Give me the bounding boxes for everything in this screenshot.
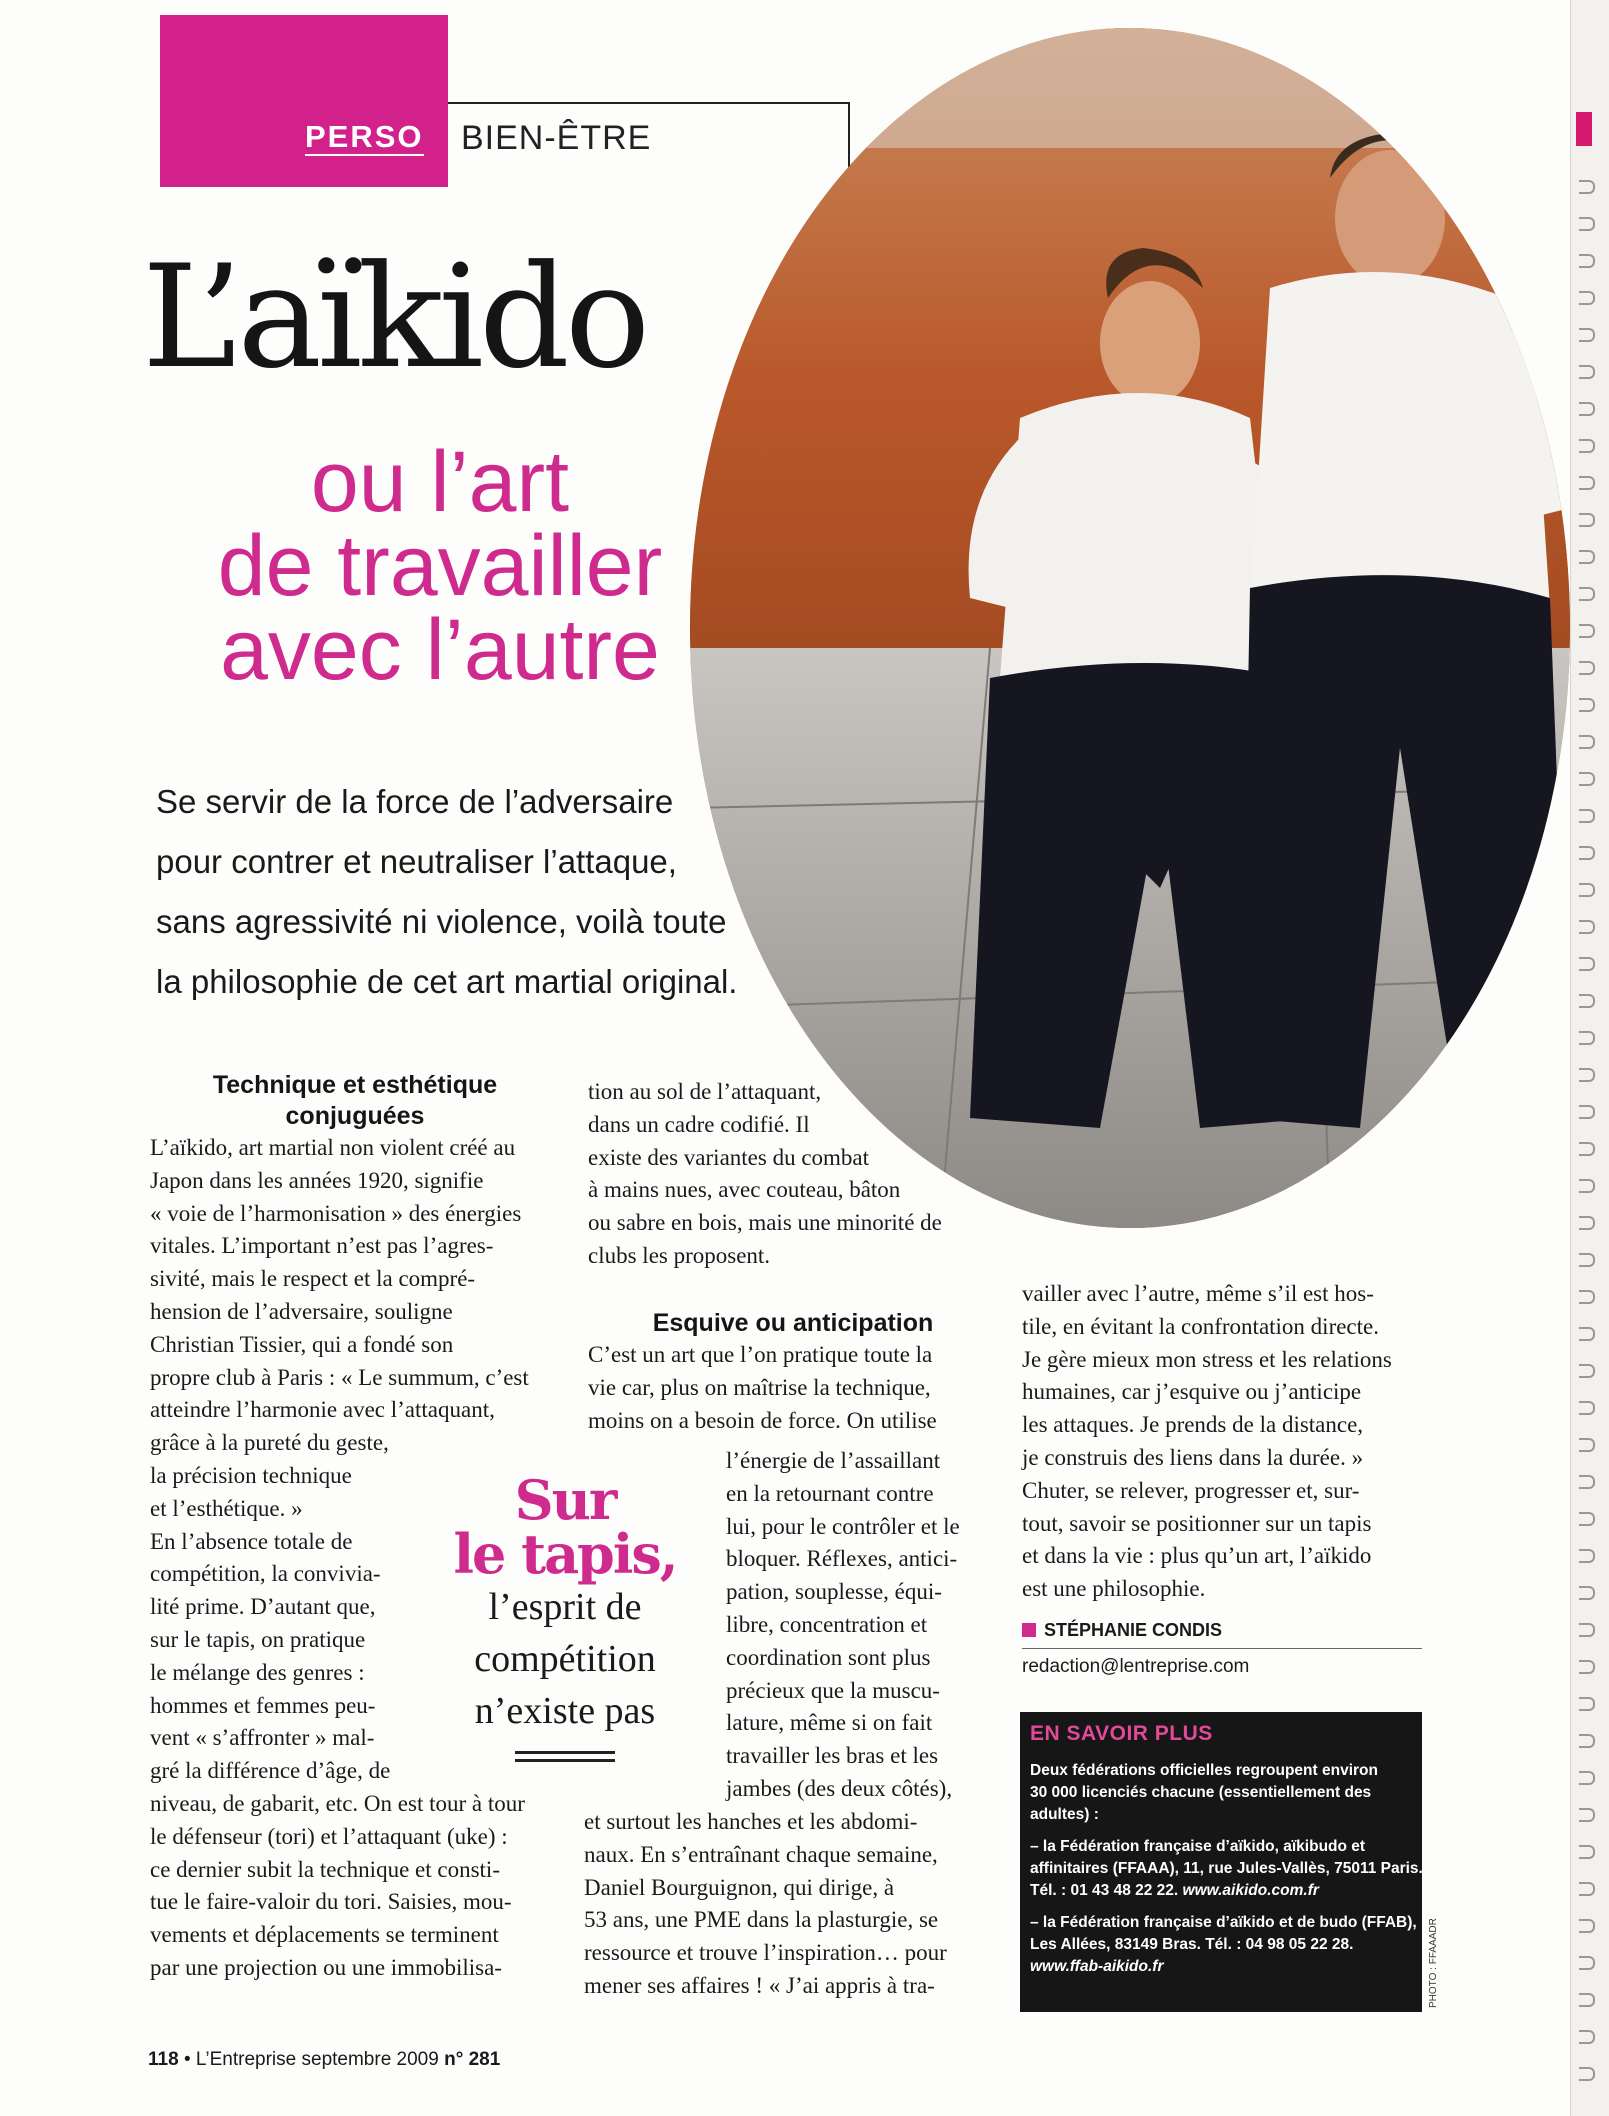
body-line: propre club à Paris : « Le summum, c’est — [150, 1364, 529, 1390]
info-box-title: EN SAVOIR PLUS — [1030, 1722, 1213, 1745]
binding-tick — [1579, 1179, 1595, 1193]
binding-tick — [1579, 883, 1595, 897]
binding-tick — [1579, 1660, 1595, 1674]
binding-tick — [1579, 180, 1595, 194]
body-column-2-bottom — [584, 1806, 1004, 2003]
binding-tick — [1579, 957, 1595, 971]
binding-tick — [1579, 1216, 1595, 1230]
issue-label: n° — [444, 2049, 464, 2070]
body-line: l’énergie de l’assaillant — [726, 1448, 941, 1473]
binding-tick — [1579, 624, 1595, 638]
binding-tick — [1579, 1623, 1595, 1637]
binding-tick — [1579, 365, 1595, 379]
binding-tick — [1579, 254, 1595, 268]
body-line: bloquer. Réflexes, antici- — [726, 1546, 958, 1572]
article-lead — [156, 772, 856, 1012]
section-subhead: Esquive ou anticipation — [652, 1309, 934, 1337]
body-column-3 — [1022, 1278, 1432, 1606]
body-line: Chuter, se relever, progresser et, sur- — [1022, 1477, 1360, 1503]
body-line: ou sabre en bois, mais une minorité de — [588, 1210, 942, 1236]
lead-line: Se servir de la force de l’adversaire — [156, 783, 674, 820]
pull-quote-line: l’esprit de — [488, 1586, 642, 1628]
body-line: travailler les bras et les — [726, 1743, 939, 1769]
body-line: jambes (des deux côtés), — [726, 1775, 953, 1801]
binding-tick — [1579, 698, 1595, 712]
body-line: humaines, car j’esquive ou j’anticipe — [1022, 1379, 1362, 1405]
body-line: niveau, de gabarit, etc. On est tour à tour — [150, 1790, 525, 1816]
body-line: coordination sont plus — [726, 1644, 931, 1670]
body-line: tion au sol de l’attaquant, — [588, 1079, 822, 1104]
header-rule — [448, 102, 848, 104]
body-line: sur le tapis, on pratique — [150, 1626, 366, 1652]
article-subtitle — [150, 434, 730, 698]
body-line: vie car, plus on maîtrise la technique, — [588, 1374, 931, 1400]
body-line: vailler avec l’autre, même s’il est hos- — [1022, 1281, 1374, 1306]
body-line: compétition, la convivia- — [150, 1561, 381, 1587]
info-box-line: Les Allées, 83149 Bras. Tél. : 04 98 05 22 28. — [1030, 1936, 1354, 1953]
body-line: le défenseur (tori) et l’attaquant (uke) : — [150, 1823, 508, 1849]
binding-tick — [1579, 1845, 1595, 1859]
info-box-body — [1030, 1760, 1423, 1978]
binding-tick — [1579, 994, 1595, 1008]
binding-tick — [1579, 587, 1595, 601]
body-line: lité prime. D’autant que, — [150, 1594, 376, 1620]
issue-date: septembre 2009 — [301, 2049, 439, 2070]
info-box-line: Deux fédérations officielles regroupent environ — [1030, 1762, 1378, 1779]
binding-tick — [1579, 328, 1595, 342]
body-line: et dans la vie : plus qu’un art, l’aïkido — [1022, 1543, 1372, 1569]
binding-tick — [1579, 1068, 1595, 1082]
body-line: tout, savoir se positionner sur un tapis — [1022, 1510, 1372, 1536]
binding-tick — [1579, 402, 1595, 416]
section-subhead — [150, 1070, 560, 1132]
binding-tick — [1579, 920, 1595, 934]
lead-line: sans agressivité ni violence, voilà toute — [156, 903, 727, 940]
binding-tick — [1579, 1586, 1595, 1600]
binding-tick — [1579, 1882, 1595, 1896]
body-line: par une projection ou une immobilisa- — [150, 1954, 502, 1980]
binding-tick — [1579, 1401, 1595, 1415]
section-color-block — [160, 15, 448, 187]
body-line: En l’absence totale de — [150, 1528, 353, 1554]
body-line: dans un cadre codifié. Il — [588, 1111, 810, 1137]
body-line: hension de l’adversaire, souligne — [150, 1298, 453, 1324]
binding-tick — [1579, 550, 1595, 564]
info-box — [1020, 1712, 1422, 2012]
binding-tick — [1579, 1475, 1595, 1489]
binding-tick — [1579, 1253, 1595, 1267]
info-box-line: adultes) : — [1030, 1806, 1099, 1823]
body-line: en la retournant contre — [726, 1480, 934, 1506]
body-line: Christian Tissier, qui a fondé son — [150, 1331, 454, 1357]
body-line: ressource et trouve l’inspiration… pour — [584, 1940, 947, 1966]
body-line: sivité, mais le respect et la compré- — [150, 1266, 476, 1292]
body-line: vements et déplacements se terminent — [150, 1922, 499, 1948]
binding-tick — [1579, 1808, 1595, 1822]
body-line: Japon dans les années 1920, signifie — [150, 1167, 484, 1193]
page-folio — [148, 2049, 500, 2071]
body-line: C’est un art que l’on pratique toute la — [588, 1342, 933, 1367]
magazine-name: L’Entreprise — [195, 2049, 297, 2070]
body-line: et l’esthétique. » — [150, 1495, 303, 1521]
body-line: je construis des liens dans la durée. » — [1022, 1444, 1364, 1470]
pull-quote — [440, 1468, 690, 1762]
binding-tick — [1579, 1031, 1595, 1045]
page-binding-gutter — [1570, 0, 1609, 2116]
body-line: clubs les proposent. — [588, 1242, 771, 1268]
subtitle-line: ou l’art — [310, 434, 570, 530]
federation-link-ffaaa[interactable]: www.aikido.com.fr — [1182, 1882, 1319, 1899]
body-line: L’aïkido, art martial non violent créé au — [150, 1135, 516, 1160]
lead-line: la philosophie de cet art martial original. — [156, 963, 738, 1000]
binding-tick — [1579, 2030, 1595, 2044]
binding-tick — [1579, 1549, 1595, 1563]
body-line: lature, même si on fait — [726, 1710, 933, 1736]
binding-tick — [1579, 846, 1595, 860]
rubric-label: BIEN-ÊTRE — [461, 119, 652, 157]
pull-quote-headline-line: le tapis, — [453, 1522, 677, 1586]
binding-tick — [1579, 809, 1595, 823]
author-signature — [1022, 1620, 1222, 1641]
issue-number: 281 — [468, 2049, 501, 2070]
binding-tick — [1579, 217, 1595, 231]
body-line: à mains nues, avec couteau, bâton — [588, 1177, 901, 1203]
subtitle-line: de travailler — [217, 518, 663, 614]
body-line: précieux que la muscu- — [726, 1677, 940, 1703]
info-box-line: – la Fédération française d’aïkido et de budo (FFAB), — [1030, 1914, 1417, 1931]
body-line: la précision technique — [150, 1462, 352, 1488]
info-box-line: Tél. : 01 43 48 22 22. — [1030, 1882, 1179, 1899]
body-line: ce dernier subit la technique et consti- — [150, 1856, 500, 1882]
binding-tick — [1579, 1771, 1595, 1785]
subtitle-line: avec l’autre — [220, 602, 660, 698]
body-line: gré la différence d’âge, de — [150, 1758, 391, 1784]
body-line: libre, concentration et — [726, 1611, 928, 1637]
body-column-2-narrow — [726, 1445, 1006, 1806]
binding-tick — [1579, 1290, 1595, 1304]
body-line: le mélange des genres : — [150, 1659, 365, 1685]
body-line: et surtout les hanches et les abdomi- — [584, 1809, 918, 1834]
pull-quote-headline-line: Sur — [514, 1468, 616, 1532]
body-line: existe des variantes du combat — [588, 1144, 870, 1170]
body-line: moins on a besoin de force. On utilise — [588, 1407, 937, 1433]
author-square-bullet — [1022, 1623, 1036, 1637]
photo-illustration — [690, 28, 1570, 1228]
photo-credit: PHOTO : FFAAADR — [1428, 1918, 1439, 2008]
body-line: Je gère mieux mon stress et les relations — [1022, 1346, 1392, 1372]
binding-tick — [1579, 661, 1595, 675]
info-box-line: – la Fédération française d’aïkido, aïkibudo et — [1030, 1838, 1366, 1855]
info-box-line: affinitaires (FFAAA), 11, rue Jules-Vallès, 75011 Paris. — [1030, 1860, 1423, 1877]
binding-tick — [1579, 1438, 1595, 1452]
folio-separator: • — [183, 2049, 191, 2070]
subhead-line: Technique et esthétique — [212, 1071, 498, 1099]
body-line: Daniel Bourguignon, qui dirige, à — [584, 1874, 895, 1900]
binding-tick — [1579, 735, 1595, 749]
body-line: est une philosophie. — [1022, 1576, 1206, 1602]
body-line: les attaques. Je prends de la distance, — [1022, 1412, 1364, 1438]
binding-tick — [1579, 1105, 1595, 1119]
body-line: lui, pour le contrôler et le — [726, 1513, 960, 1539]
body-line: vitales. L’important n’est pas l’agres- — [150, 1233, 494, 1259]
author-name: STÉPHANIE CONDIS — [1044, 1620, 1223, 1640]
body-line: vent « s’affronter » mal- — [150, 1725, 375, 1751]
body-line: mener ses affaires ! « J’ai appris à tra- — [584, 1972, 935, 1998]
page-number: 118 — [148, 2049, 179, 2070]
lead-line: pour contrer et neutraliser l’attaque, — [156, 843, 677, 880]
body-column-2-middle — [588, 1308, 998, 1437]
body-line: tue le faire-valoir du tori. Saisies, mou- — [150, 1889, 512, 1915]
binding-tick — [1579, 1697, 1595, 1711]
federation-link-ffab[interactable]: www.ffab-aikido.fr — [1030, 1958, 1164, 1975]
body-line: atteindre l’harmonie avec l’attaquant, — [150, 1397, 495, 1423]
body-line: pation, souplesse, équi- — [726, 1579, 942, 1605]
binding-tick — [1579, 1142, 1595, 1156]
binding-tick — [1579, 476, 1595, 490]
body-line: tile, en évitant la confrontation directe. — [1022, 1313, 1379, 1339]
aikido-practitioners-photo — [690, 28, 1570, 1228]
signature-rule — [1022, 1648, 1422, 1649]
binding-color-mark — [1576, 112, 1592, 146]
body-line: 53 ans, une PME dans la plasturgie, se — [584, 1907, 939, 1933]
binding-tick — [1579, 1364, 1595, 1378]
body-line: grâce à la pureté du geste, — [150, 1430, 389, 1456]
binding-tick — [1579, 513, 1595, 527]
binding-tick — [1579, 1956, 1595, 1970]
binding-tick — [1579, 439, 1595, 453]
article-title: L’aïkido — [142, 235, 646, 400]
body-line: naux. En s’entraînant chaque semaine, — [584, 1841, 938, 1867]
contact-email[interactable]: redaction@lentreprise.com — [1022, 1656, 1250, 1677]
binding-tick — [1579, 1993, 1595, 2007]
binding-tick — [1579, 1919, 1595, 1933]
pull-quote-line: compétition — [474, 1638, 656, 1680]
subhead-line: conjuguées — [285, 1102, 425, 1130]
binding-tick — [1579, 1327, 1595, 1341]
binding-tick — [1579, 2067, 1595, 2081]
pull-quote-line: n’existe pas — [474, 1690, 656, 1732]
binding-tick — [1579, 1512, 1595, 1526]
info-box-line: 30 000 licenciés chacune (essentiellement des — [1030, 1784, 1372, 1801]
binding-tick — [1579, 772, 1595, 786]
body-column-2-top — [588, 1076, 1008, 1273]
section-label: PERSO — [305, 119, 424, 154]
binding-tick — [1579, 291, 1595, 305]
body-line: hommes et femmes peu- — [150, 1692, 376, 1718]
binding-tick — [1579, 1734, 1595, 1748]
body-line: « voie de l’harmonisation » des énergies — [150, 1200, 522, 1226]
pull-quote-double-rule — [515, 1751, 615, 1762]
